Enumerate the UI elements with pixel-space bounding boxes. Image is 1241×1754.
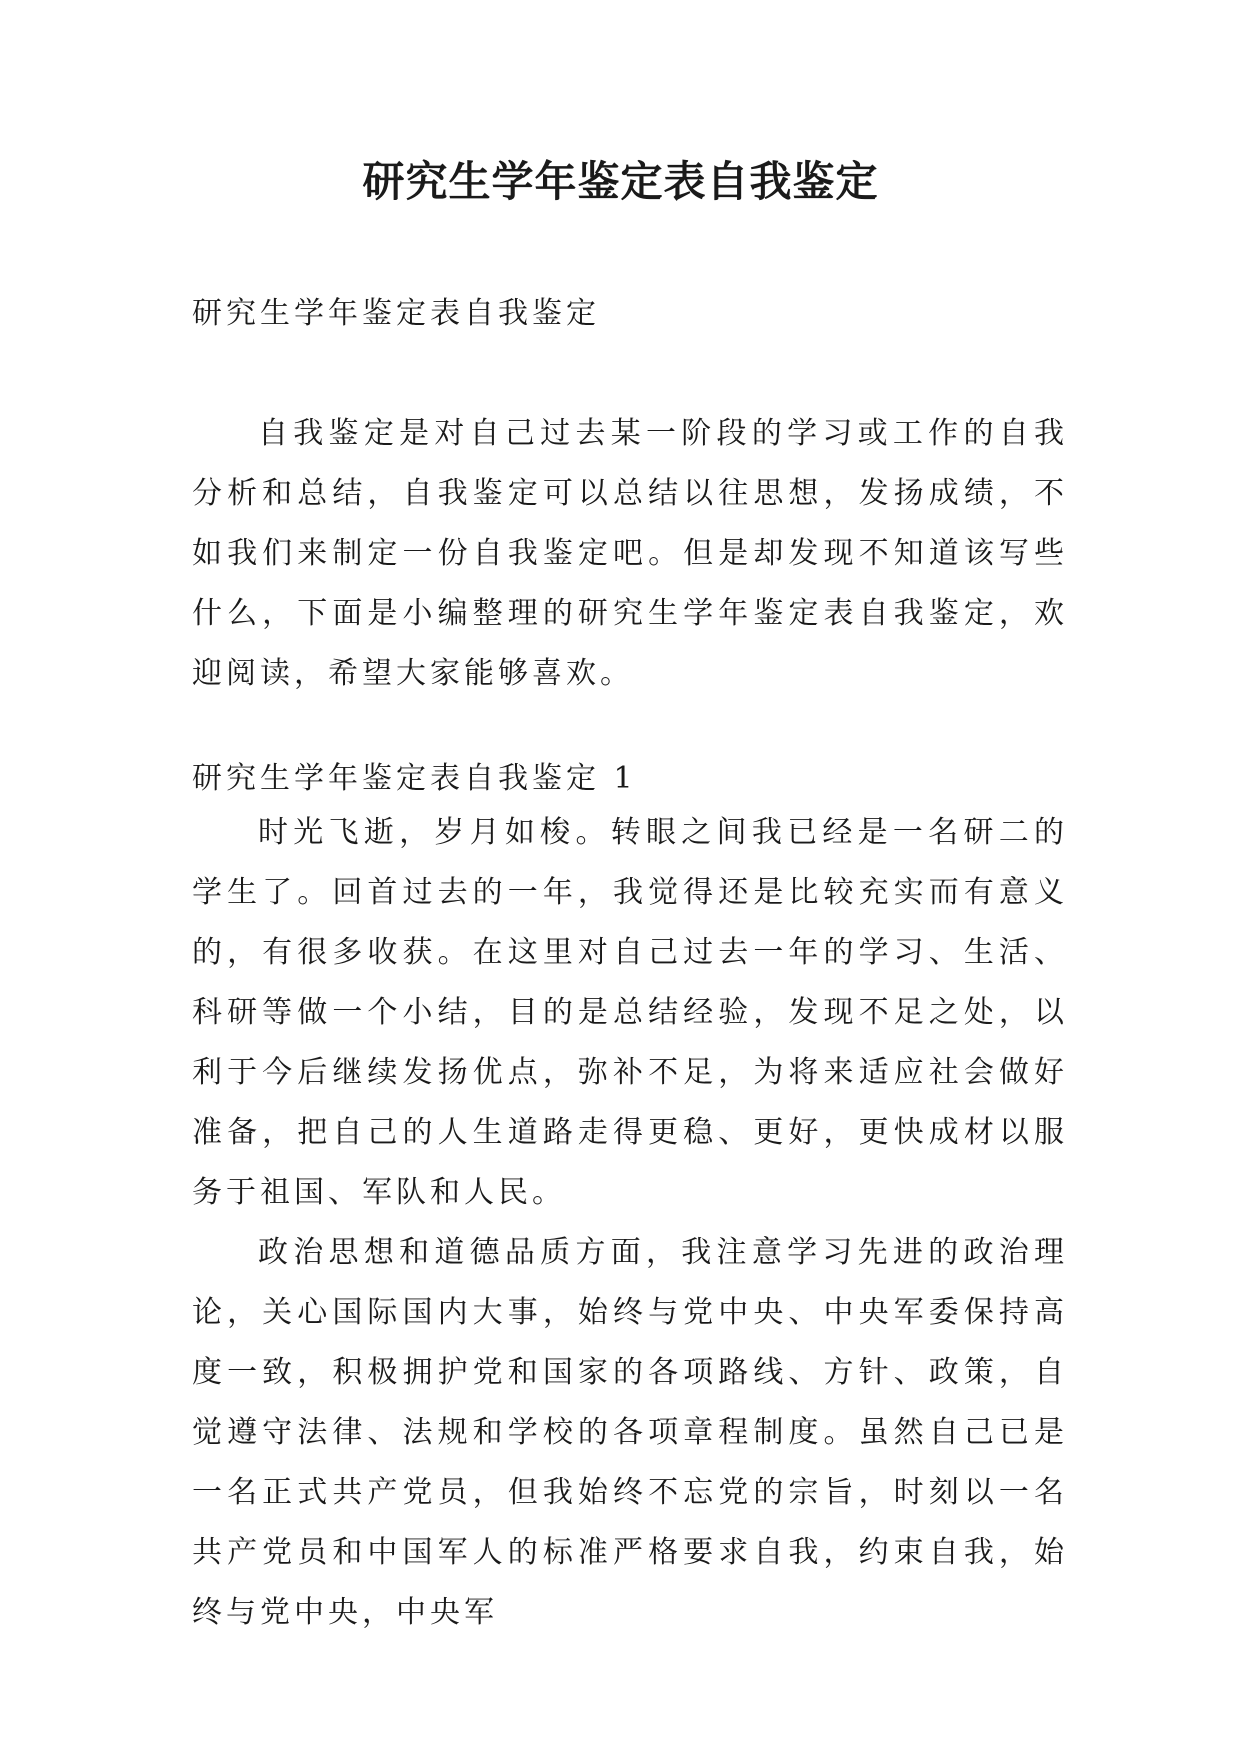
document-title: 研究生学年鉴定表自我鉴定 xyxy=(362,157,879,206)
document-subtitle: 研究生学年鉴定表自我鉴定 xyxy=(192,296,600,331)
body-paragraph: 政治思想和道德品质方面，我注意学习先进的政治理论，关心国际国内大事，始终与党中央、中央军委保持高度一致，积极拥护党和国家的各项路线、方针、政策，自觉遵守法律、法规和学校的各项章程制度。虽然自己已是一名正式共产党员，但我始终不忘党的宗旨，时刻以一名共产党员和中国军人的标准严格要求自我，约束自我，始终与党中央，中央军 xyxy=(192,1235,1068,1630)
intro-paragraph: 自我鉴定是对自己过去某一阶段的学习或工作的自我分析和总结，自我鉴定可以总结以往思想，发扬成绩，不如我们来制定一份自我鉴定吧。但是却发现不知道该写些什么，下面是小编整理的研究生学年鉴定表自我鉴定，欢迎阅读，希望大家能够喜欢。 xyxy=(192,416,1068,691)
section-heading: 研究生学年鉴定表自我鉴定 1 xyxy=(192,761,637,796)
body-paragraph: 时光飞逝，岁月如梭。转眼之间我已经是一名研二的学生了。回首过去的一年，我觉得还是比较充实而有意义的，有很多收获。在这里对自己过去一年的学习、生活、科研等做一个小结，目的是总结经验，发现不足之处，以利于今后继续发扬优点，弥补不足，为将来适应社会做好准备，把自己的人生道路走得更稳、更好，更快成材以服务于祖国、军队和人民。 xyxy=(192,815,1068,1210)
